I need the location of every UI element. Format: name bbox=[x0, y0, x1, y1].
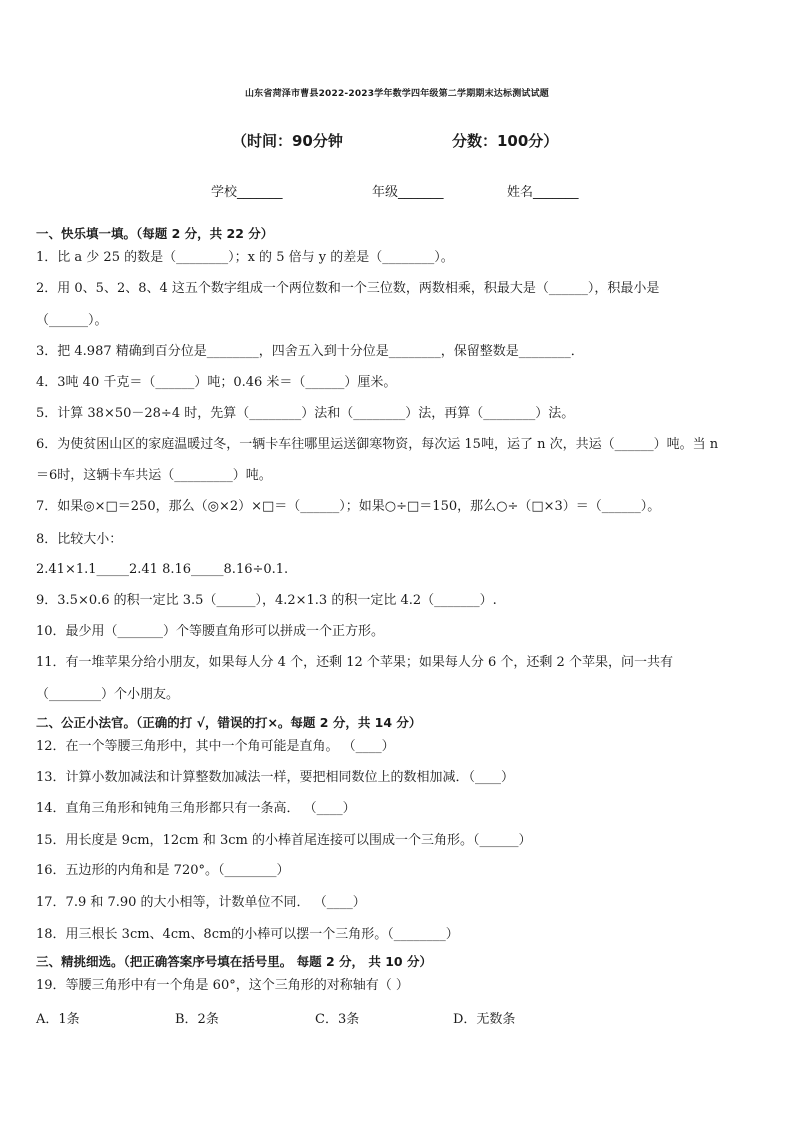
question-11-line-2: （________）个小朋友。 bbox=[36, 687, 180, 702]
section-1-heading: 一、快乐填一填。（每题 2 分，共 22 分） bbox=[36, 226, 274, 241]
question-15: 15．用长度是 9cm，12cm 和 3cm 的小棒首尾连接可以围成一个三角形。（______） bbox=[36, 833, 532, 848]
question-11-line-1: 11．有一堆苹果分给小朋友，如果每人分 4 个，还剩 12 个苹果；如果每人分 6 个，还剩 2 个苹果，问一共有 bbox=[36, 655, 673, 670]
question-8-line-1: 8．比较大小： bbox=[36, 532, 123, 547]
option-b: B．2条 bbox=[175, 1012, 219, 1027]
question-7: 7．如果◎×□＝250，那么（◎×2）×□＝（______）；如果○÷□＝150，那么○÷（□×3）＝（______）。 bbox=[36, 499, 661, 514]
question-18: 18．用三根长 3cm、4cm、8cm的小棒可以摆一个三角形。（________） bbox=[36, 927, 459, 942]
question-17: 17．7.9 和 7.90 的大小相等，计数单位不同． （____） bbox=[36, 895, 366, 910]
option-a: A．1条 bbox=[36, 1012, 80, 1027]
score-info: 分数：100分） bbox=[452, 132, 559, 150]
question-6-line-2: ＝6时，这辆卡车共运（_________）吨。 bbox=[36, 468, 272, 483]
question-10: 10．最少用（_______）个等腰直角形可以拼成一个正方形。 bbox=[36, 624, 385, 639]
question-16: 16．五边形的内角和是 720°。（________） bbox=[36, 863, 290, 878]
section-2-heading: 二、公正小法官。（正确的打 √，错误的打×。每题 2 分，共 14 分） bbox=[36, 715, 422, 730]
option-c: C．3条 bbox=[315, 1012, 360, 1027]
time-info: （时间：90分钟 bbox=[232, 132, 343, 150]
school-field: 学校_______ bbox=[211, 185, 283, 200]
section-3-heading: 三、精挑细选。（把正确答案序号填在括号里。 每题 2 分， 共 10 分） bbox=[36, 954, 432, 969]
question-2-line-2: （______）。 bbox=[36, 313, 108, 328]
name-field: 姓名_______ bbox=[507, 185, 579, 200]
question-8-line-2: 2.41×1.1_____2.41 8.16_____8.16÷0.1. bbox=[36, 562, 289, 577]
question-1: 1．比 a 少 25 的数是（________）；x 的 5 倍与 y 的差是（________）。 bbox=[36, 250, 454, 265]
question-13: 13．计算小数加减法和计算整数加减法一样，要把相同数位上的数相加减．（____） bbox=[36, 770, 515, 785]
question-14: 14．直角三角形和钝角三角形都只有一条高． （____） bbox=[36, 801, 356, 816]
question-3: 3．把 4.987 精确到百分位是________，四舍五入到十分位是________，保留整数是________． bbox=[36, 344, 584, 359]
question-12: 12．在一个等腰三角形中，其中一个角可能是直角。 （____） bbox=[36, 739, 395, 754]
page-title: 山东省菏泽市曹县2022-2023学年数学四年级第二学期期末达标测试试题 bbox=[244, 89, 550, 99]
option-d: D．无数条 bbox=[453, 1012, 516, 1027]
question-6-line-1: 6．为使贫困山区的家庭温暖过冬，一辆卡车往哪里运送御寒物资，每次运 15吨，运了 n 次，共运（______）吨。当 n bbox=[36, 437, 719, 452]
grade-field: 年级_______ bbox=[372, 185, 444, 200]
question-2-line-1: 2．用 0、5、2、8、4 这五个数字组成一个两位数和一个三位数，两数相乘，积最大是（______），积最小是 bbox=[36, 281, 660, 296]
question-4: 4．3吨 40 千克＝（______）吨；0.46 米＝（______）厘米。 bbox=[36, 375, 397, 390]
question-19: 19．等腰三角形中有一个角是 60°，这个三角形的对称轴有（ ） bbox=[36, 978, 409, 993]
question-5: 5．计算 38×50－28÷4 时，先算（________）法和（________）法，再算（________）法。 bbox=[36, 406, 575, 421]
question-9: 9．3.5×0.6 的积一定比 3.5（______），4.2×1.3 的积一定比 4.2（_______）. bbox=[36, 593, 497, 608]
